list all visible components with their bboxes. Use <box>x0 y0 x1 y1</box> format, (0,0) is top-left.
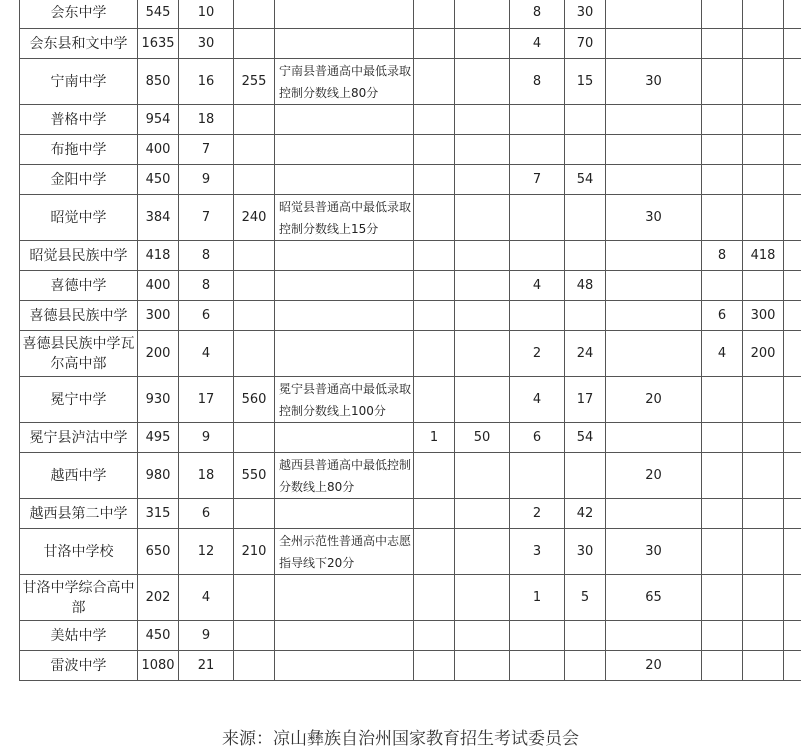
value-cell <box>784 575 801 621</box>
value-cell <box>234 135 275 165</box>
value-cell: 20 <box>606 651 702 681</box>
value-cell <box>743 0 784 29</box>
value-cell: 850 <box>138 59 179 105</box>
value-cell <box>510 453 565 499</box>
value-cell: 5 <box>565 575 606 621</box>
value-cell: 4 <box>510 377 565 423</box>
table-row <box>20 301 801 331</box>
value-cell: 16 <box>179 59 234 105</box>
value-cell: 18 <box>179 453 234 499</box>
value-cell <box>510 135 565 165</box>
value-cell: 930 <box>138 377 179 423</box>
school-name-cell: 会东县和文中学 <box>20 29 138 59</box>
value-cell: 560 <box>234 377 275 423</box>
value-cell <box>606 331 702 377</box>
school-name-cell: 会东中学 <box>20 0 138 29</box>
admission-note-cell: 宁南县普通高中最低录取控制分数线上80分 <box>275 59 414 105</box>
table-row <box>20 241 801 271</box>
value-cell <box>565 621 606 651</box>
school-name-cell: 昭觉县民族中学 <box>20 241 138 271</box>
value-cell: 980 <box>138 453 179 499</box>
value-cell <box>784 0 801 29</box>
value-cell <box>702 195 743 241</box>
table-row <box>20 377 801 423</box>
value-cell <box>565 301 606 331</box>
value-cell <box>234 271 275 301</box>
admission-note-cell: 全州示范性普通高中志愿指导线下20分 <box>275 529 414 575</box>
value-cell: 4 <box>702 331 743 377</box>
value-cell: 9 <box>179 423 234 453</box>
value-cell: 48 <box>565 271 606 301</box>
value-cell <box>784 377 801 423</box>
value-cell <box>565 651 606 681</box>
value-cell: 7 <box>179 135 234 165</box>
value-cell <box>414 453 455 499</box>
value-cell <box>414 331 455 377</box>
school-name-cell: 冕宁县泸沽中学 <box>20 423 138 453</box>
value-cell: 10 <box>179 0 234 29</box>
value-cell <box>234 423 275 453</box>
table-row <box>20 651 801 681</box>
value-cell <box>784 135 801 165</box>
value-cell: 9 <box>179 621 234 651</box>
value-cell: 30 <box>606 529 702 575</box>
value-cell <box>743 575 784 621</box>
value-cell <box>743 59 784 105</box>
value-cell <box>702 377 743 423</box>
value-cell: 20 <box>606 453 702 499</box>
table-row <box>20 135 801 165</box>
school-name-cell: 喜德中学 <box>20 271 138 301</box>
value-cell: 2 <box>510 331 565 377</box>
school-name-cell: 冕宁中学 <box>20 377 138 423</box>
value-cell <box>743 621 784 651</box>
value-cell <box>455 301 510 331</box>
value-cell <box>234 0 275 29</box>
value-cell <box>455 271 510 301</box>
value-cell: 202 <box>138 575 179 621</box>
value-cell: 1 <box>510 575 565 621</box>
value-cell: 315 <box>138 499 179 529</box>
value-cell <box>784 165 801 195</box>
value-cell <box>510 651 565 681</box>
table-row <box>20 59 801 105</box>
value-cell <box>702 271 743 301</box>
value-cell: 200 <box>743 331 784 377</box>
value-cell: 210 <box>234 529 275 575</box>
value-cell <box>784 453 801 499</box>
value-cell: 3 <box>510 529 565 575</box>
value-cell <box>510 301 565 331</box>
school-name-cell: 甘洛中学综合高中部 <box>20 575 138 621</box>
value-cell: 17 <box>565 377 606 423</box>
value-cell: 6 <box>179 301 234 331</box>
value-cell <box>784 301 801 331</box>
school-name-cell: 金阳中学 <box>20 165 138 195</box>
school-name-cell: 越西县第二中学 <box>20 499 138 529</box>
school-name-cell: 布拖中学 <box>20 135 138 165</box>
value-cell <box>455 331 510 377</box>
admission-note-cell <box>275 0 414 29</box>
value-cell <box>784 499 801 529</box>
table-row <box>20 499 801 529</box>
value-cell <box>784 423 801 453</box>
value-cell <box>510 621 565 651</box>
value-cell: 9 <box>179 165 234 195</box>
school-name-cell: 昭觉中学 <box>20 195 138 241</box>
value-cell <box>784 29 801 59</box>
value-cell: 384 <box>138 195 179 241</box>
value-cell: 20 <box>606 377 702 423</box>
value-cell: 21 <box>179 651 234 681</box>
value-cell <box>702 453 743 499</box>
value-cell: 30 <box>179 29 234 59</box>
value-cell <box>743 651 784 681</box>
admission-note-cell <box>275 271 414 301</box>
table-row <box>20 453 801 499</box>
value-cell <box>784 529 801 575</box>
value-cell <box>565 241 606 271</box>
value-cell: 418 <box>743 241 784 271</box>
value-cell <box>784 651 801 681</box>
value-cell <box>234 29 275 59</box>
value-cell: 65 <box>606 575 702 621</box>
value-cell <box>414 59 455 105</box>
value-cell <box>784 241 801 271</box>
value-cell <box>510 105 565 135</box>
admission-note-cell <box>275 423 414 453</box>
value-cell <box>510 195 565 241</box>
value-cell <box>414 377 455 423</box>
value-cell <box>784 59 801 105</box>
value-cell <box>414 499 455 529</box>
value-cell <box>743 29 784 59</box>
value-cell <box>455 575 510 621</box>
value-cell: 54 <box>565 165 606 195</box>
value-cell <box>702 529 743 575</box>
admission-note-cell: 冕宁县普通高中最低录取控制分数线上100分 <box>275 377 414 423</box>
admission-note-cell: 昭觉县普通高中最低录取控制分数线上15分 <box>275 195 414 241</box>
value-cell <box>510 241 565 271</box>
value-cell: 30 <box>606 195 702 241</box>
value-cell: 400 <box>138 271 179 301</box>
value-cell: 17 <box>179 377 234 423</box>
table-row <box>20 165 801 195</box>
value-cell <box>234 575 275 621</box>
value-cell: 4 <box>510 29 565 59</box>
value-cell: 15 <box>565 59 606 105</box>
value-cell <box>414 105 455 135</box>
table-row <box>20 423 801 453</box>
value-cell <box>414 271 455 301</box>
value-cell <box>606 301 702 331</box>
value-cell <box>414 29 455 59</box>
value-cell <box>565 135 606 165</box>
value-cell <box>702 29 743 59</box>
value-cell <box>702 575 743 621</box>
value-cell <box>414 301 455 331</box>
value-cell: 550 <box>234 453 275 499</box>
value-cell <box>414 651 455 681</box>
value-cell <box>743 423 784 453</box>
admission-note-cell <box>275 651 414 681</box>
admission-note-cell <box>275 499 414 529</box>
value-cell <box>234 621 275 651</box>
value-cell <box>743 195 784 241</box>
value-cell: 450 <box>138 165 179 195</box>
value-cell <box>414 575 455 621</box>
value-cell: 200 <box>138 331 179 377</box>
table-row <box>20 331 801 377</box>
admission-note-cell <box>275 135 414 165</box>
value-cell: 4 <box>179 575 234 621</box>
table-row <box>20 195 801 241</box>
value-cell: 1080 <box>138 651 179 681</box>
value-cell: 300 <box>138 301 179 331</box>
table-row <box>20 0 801 29</box>
value-cell <box>455 377 510 423</box>
value-cell <box>702 499 743 529</box>
value-cell <box>455 195 510 241</box>
value-cell <box>455 165 510 195</box>
value-cell <box>565 195 606 241</box>
value-cell: 50 <box>455 423 510 453</box>
value-cell <box>414 165 455 195</box>
value-cell <box>784 331 801 377</box>
value-cell: 42 <box>565 499 606 529</box>
value-cell: 7 <box>510 165 565 195</box>
value-cell: 6 <box>510 423 565 453</box>
table-row <box>20 575 801 621</box>
value-cell <box>455 241 510 271</box>
value-cell: 418 <box>138 241 179 271</box>
value-cell <box>606 0 702 29</box>
value-cell <box>414 135 455 165</box>
value-cell <box>455 453 510 499</box>
table-row <box>20 529 801 575</box>
value-cell <box>455 651 510 681</box>
admission-note-cell <box>275 301 414 331</box>
value-cell <box>455 59 510 105</box>
value-cell: 8 <box>702 241 743 271</box>
value-cell <box>414 621 455 651</box>
value-cell <box>743 377 784 423</box>
value-cell <box>414 529 455 575</box>
admission-note-cell <box>275 621 414 651</box>
value-cell: 255 <box>234 59 275 105</box>
school-name-cell: 宁南中学 <box>20 59 138 105</box>
value-cell: 4 <box>179 331 234 377</box>
value-cell <box>702 621 743 651</box>
value-cell <box>743 529 784 575</box>
value-cell: 12 <box>179 529 234 575</box>
value-cell: 8 <box>179 241 234 271</box>
school-name-cell: 普格中学 <box>20 105 138 135</box>
value-cell <box>702 651 743 681</box>
value-cell <box>455 105 510 135</box>
value-cell: 6 <box>179 499 234 529</box>
value-cell <box>743 453 784 499</box>
value-cell <box>414 0 455 29</box>
value-cell <box>234 165 275 195</box>
value-cell <box>234 241 275 271</box>
value-cell <box>784 105 801 135</box>
admission-note-cell <box>275 29 414 59</box>
value-cell: 24 <box>565 331 606 377</box>
school-name-cell: 美姑中学 <box>20 621 138 651</box>
value-cell: 495 <box>138 423 179 453</box>
value-cell: 954 <box>138 105 179 135</box>
value-cell <box>455 0 510 29</box>
value-cell <box>606 135 702 165</box>
value-cell <box>234 301 275 331</box>
value-cell: 650 <box>138 529 179 575</box>
value-cell <box>702 0 743 29</box>
value-cell <box>455 135 510 165</box>
table-row <box>20 29 801 59</box>
value-cell <box>455 621 510 651</box>
admission-note-cell <box>275 165 414 195</box>
value-cell <box>606 423 702 453</box>
value-cell <box>234 499 275 529</box>
value-cell <box>414 241 455 271</box>
admission-note-cell <box>275 241 414 271</box>
value-cell: 450 <box>138 621 179 651</box>
value-cell: 8 <box>510 59 565 105</box>
school-name-cell: 雷波中学 <box>20 651 138 681</box>
school-name-cell: 喜德县民族中学 <box>20 301 138 331</box>
value-cell <box>702 59 743 105</box>
value-cell: 6 <box>702 301 743 331</box>
source-caption: 来源：凉山彝族自治州国家教育招生考试委员会 <box>222 729 579 749</box>
value-cell <box>702 135 743 165</box>
school-name-cell: 喜德县民族中学瓦尔高中部 <box>20 331 138 377</box>
value-cell <box>702 423 743 453</box>
value-cell <box>234 331 275 377</box>
value-cell: 300 <box>743 301 784 331</box>
value-cell <box>784 195 801 241</box>
value-cell: 30 <box>606 59 702 105</box>
value-cell <box>455 29 510 59</box>
value-cell: 7 <box>179 195 234 241</box>
value-cell: 70 <box>565 29 606 59</box>
value-cell <box>606 241 702 271</box>
value-cell <box>606 165 702 195</box>
value-cell: 30 <box>565 0 606 29</box>
value-cell: 1635 <box>138 29 179 59</box>
value-cell: 18 <box>179 105 234 135</box>
value-cell <box>606 271 702 301</box>
value-cell <box>234 651 275 681</box>
value-cell: 8 <box>510 0 565 29</box>
value-cell: 1 <box>414 423 455 453</box>
value-cell <box>702 165 743 195</box>
value-cell <box>743 271 784 301</box>
value-cell <box>606 29 702 59</box>
admissions-table <box>19 0 801 681</box>
value-cell <box>743 105 784 135</box>
value-cell <box>743 499 784 529</box>
value-cell: 4 <box>510 271 565 301</box>
value-cell <box>565 105 606 135</box>
value-cell <box>606 621 702 651</box>
admission-note-cell: 越西县普通高中最低控制分数线上80分 <box>275 453 414 499</box>
value-cell: 400 <box>138 135 179 165</box>
table-row <box>20 105 801 135</box>
value-cell: 30 <box>565 529 606 575</box>
value-cell <box>455 499 510 529</box>
value-cell <box>234 105 275 135</box>
value-cell <box>784 621 801 651</box>
table-body <box>20 0 801 681</box>
school-name-cell: 甘洛中学校 <box>20 529 138 575</box>
value-cell <box>743 135 784 165</box>
value-cell <box>702 105 743 135</box>
value-cell: 240 <box>234 195 275 241</box>
value-cell <box>784 271 801 301</box>
value-cell: 54 <box>565 423 606 453</box>
value-cell: 2 <box>510 499 565 529</box>
value-cell <box>743 165 784 195</box>
admission-note-cell <box>275 105 414 135</box>
school-name-cell: 越西中学 <box>20 453 138 499</box>
value-cell <box>414 195 455 241</box>
value-cell: 8 <box>179 271 234 301</box>
table-row <box>20 271 801 301</box>
value-cell <box>606 499 702 529</box>
value-cell <box>455 529 510 575</box>
admission-note-cell <box>275 575 414 621</box>
admission-note-cell <box>275 331 414 377</box>
value-cell <box>606 105 702 135</box>
value-cell <box>565 453 606 499</box>
table-row <box>20 621 801 651</box>
value-cell: 545 <box>138 0 179 29</box>
